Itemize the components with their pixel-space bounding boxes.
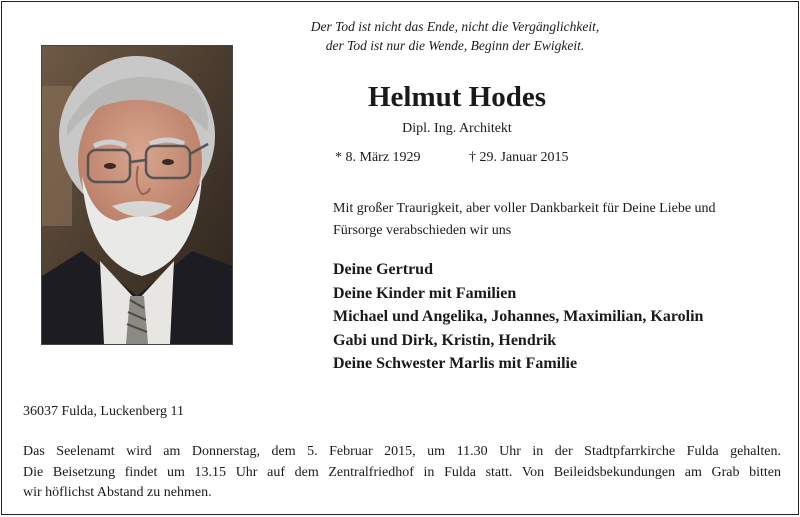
mourner-line: Deine Gertrud [333,261,433,278]
funeral-line-3: wir höflichst Abstand zu nehmen. [23,485,212,500]
message-line-1: Mit großer Traurigkeit, aber voller Dankbarkeit für Deine Liebe und [333,201,716,216]
deceased-name: Helmut Hodes [367,81,547,113]
mourner-line: Michael und Angelika, Johannes, Maximilian, Karolin [333,308,704,325]
mourners-list [333,258,783,376]
portrait-photo [41,45,233,345]
mourner-line: Gabi und Dirk, Kristin, Hendrik [333,331,557,349]
birth-date: * 8. März 1929 [335,150,421,165]
death-date: † 29. Januar 2015 [469,150,569,165]
memorial-quote [257,17,653,55]
quote-line-2: der Tod ist nur die Wende, Beginn der Ewigkeit. [325,38,585,53]
farewell-message [333,198,773,242]
quote-line-1: Der Tod ist nicht das Ende, nicht die Vergänglichkeit, [310,19,600,34]
family-address: 36037 Fulda, Luckenberg 11 [23,404,184,419]
mourner-line: Deine Kinder mit Familien [333,284,517,302]
deceased-title: Dipl. Ing. Architekt [402,121,512,136]
obituary-notice [1,1,799,515]
funeral-line-1: Das Seelenamt wird am Donnerstag, dem 5. Februar 2015, um 11.30 Uhr in der Stadtpfarrkirche Fulda gehalten. [23,444,781,459]
message-line-2: Fürsorge verabschieden wir uns [333,223,512,238]
funeral-information [23,442,781,504]
funeral-line-2: Die Beisetzung findet um 13.15 Uhr auf dem Zentralfriedhof in Fulda statt. Von Beileidsbekundungen am Grab bitten [23,464,781,480]
mourner-line: Deine Schwester Marlis mit Familie [333,355,578,372]
